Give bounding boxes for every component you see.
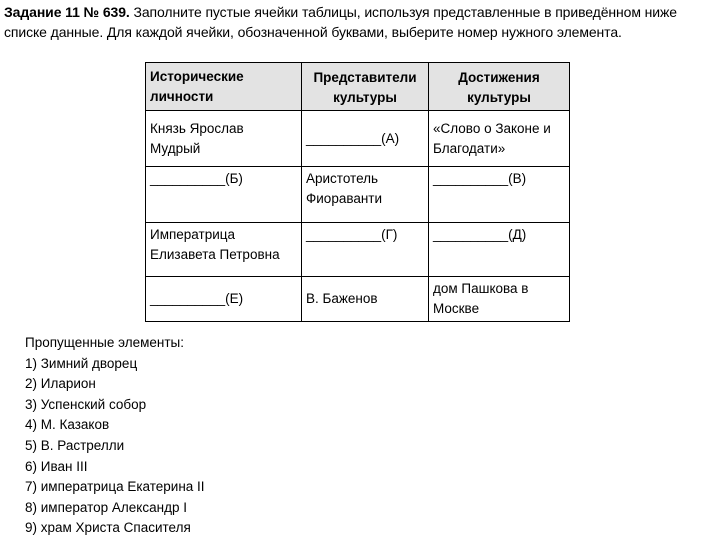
table-header-row	[146, 63, 570, 111]
list-item: 7) императрица Екатерина II	[25, 479, 205, 495]
task-statement	[4, 2, 716, 42]
table-cell: дом Пашкова в Москве	[429, 277, 570, 322]
list-item: 4) М. Казаков	[25, 417, 110, 433]
task-text: Заполните пустые ячейки таблицы, используя представленные в приведённом ниже списке данные. Для каждой ячейки, обозначенной буквами, выберите номер нужного элемента.	[4, 4, 677, 40]
list-item: 9) храм Христа Спасителя	[25, 520, 191, 536]
list-item: 6) Иван III	[25, 458, 88, 474]
table-cell: __________(А)	[302, 111, 429, 167]
task-title: Задание 11 № 639.	[4, 4, 130, 20]
list-item: 5) В. Растрелли	[25, 437, 125, 453]
table-row	[146, 111, 570, 167]
table-cell: __________(В)	[429, 167, 570, 223]
table-cell: «Слово о Законе и Благодати»	[429, 111, 570, 167]
table-cell: __________(Г)	[302, 223, 429, 277]
list-item: 2) Иларион	[25, 376, 96, 392]
table-row	[146, 167, 570, 223]
table-cell: Императрица Елизавета Петровна	[146, 223, 302, 277]
table-cell: Князь Ярослав Мудрый	[146, 111, 302, 167]
history-table	[145, 62, 570, 322]
list-title: Пропущенные элементы:	[25, 335, 184, 350]
header-culture-achievements: Достижения культуры	[429, 63, 570, 111]
table-cell: __________(Е)	[146, 277, 302, 322]
table-cell: Аристотель Фиораванти	[302, 167, 429, 223]
header-culture-representatives: Представители культуры	[302, 63, 429, 111]
list-item: 8) император Александр I	[25, 499, 187, 515]
table-row	[146, 223, 570, 277]
table-row	[146, 277, 570, 322]
list-item: 3) Успенский собор	[25, 396, 147, 412]
header-historical-figures: Исторические личности	[146, 63, 302, 111]
list-item: 1) Зимний дворец	[25, 355, 138, 371]
table-cell: __________(Б)	[146, 167, 302, 223]
table-cell: В. Баженов	[302, 277, 429, 322]
missing-elements-list	[25, 333, 205, 539]
table-cell: __________(Д)	[429, 223, 570, 277]
